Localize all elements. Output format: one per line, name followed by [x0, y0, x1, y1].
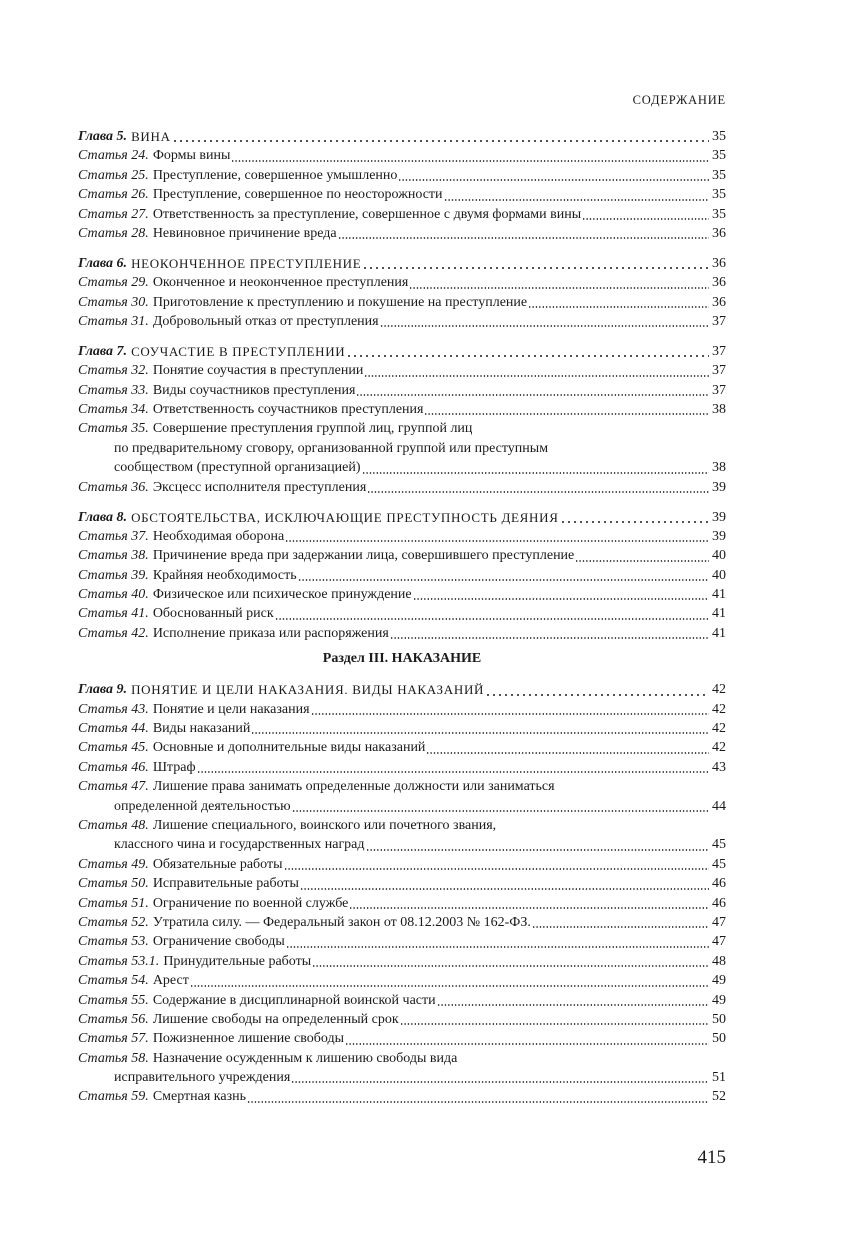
toc-chapter-7[interactable] — [78, 342, 726, 361]
toc-article-49[interactable] — [78, 855, 726, 874]
toc-article-55[interactable] — [78, 991, 726, 1010]
dot-leader — [298, 579, 709, 581]
toc-article-50[interactable] — [78, 874, 726, 893]
article-title: Оконченное и неоконченное преступления — [152, 275, 409, 291]
dot-leader — [485, 694, 709, 696]
article-label: Статья 45. — [78, 740, 149, 756]
chapter-title: ВИНА — [131, 128, 171, 144]
article-title: Добровольный отказ от преступления — [152, 314, 379, 329]
article-title-line-2: определенной деятельностью — [114, 798, 291, 814]
article-label: Статья 44. — [78, 721, 149, 737]
article-title: Ответственность за преступление, совершенное с двумя формами вины — [152, 206, 582, 222]
dot-leader — [345, 1043, 709, 1045]
article-label: Статья 55. — [78, 992, 149, 1008]
article-label: Статья 59. — [78, 1089, 149, 1105]
chapter-title: ПОНЯТИЕ И ЦЕЛИ НАКАЗАНИЯ. ВИДЫ НАКАЗАНИЙ — [131, 682, 485, 698]
dot-leader — [437, 1004, 709, 1006]
dot-leader — [444, 199, 709, 201]
page-ref: 46 — [712, 895, 726, 911]
article-label: Статья 29. — [78, 275, 149, 291]
dot-leader — [247, 1101, 709, 1103]
toc-article-45[interactable] — [78, 738, 726, 757]
article-label: Статья 54. — [78, 973, 149, 989]
article-title-line-2: классного чина и государственных наград — [114, 837, 365, 853]
article-title: Принудительные работы — [163, 953, 312, 969]
chapter-label: Глава 8. — [78, 509, 128, 525]
article-label: Статья 40. — [78, 587, 149, 603]
dot-leader — [172, 140, 709, 142]
page-ref: 46 — [712, 876, 726, 892]
article-title: Формы вины — [152, 148, 231, 164]
toc-article-35[interactable] — [78, 419, 726, 477]
article-title: Обязательные работы — [152, 856, 283, 872]
page-ref: 36 — [712, 225, 726, 241]
page-ref: 40 — [712, 548, 726, 564]
dot-leader — [398, 179, 709, 181]
article-title: Основные и дополнительные виды наказаний — [152, 740, 426, 756]
toc-article-38[interactable] — [78, 546, 726, 565]
dot-leader — [231, 160, 709, 162]
dot-leader — [560, 521, 709, 523]
toc-article-24[interactable] — [78, 146, 726, 165]
dot-leader — [380, 325, 709, 327]
toc-chapter-8[interactable] — [78, 508, 726, 527]
article-title-line-3: сообществом (преступной организацией) — [114, 460, 361, 476]
dot-leader — [346, 355, 709, 357]
toc-chapter-9[interactable] — [78, 680, 726, 699]
article-label: Статья 36. — [78, 479, 149, 495]
article-title: Причинение вреда при задержании лица, совершившего преступление — [152, 548, 575, 564]
toc-article-42[interactable] — [78, 624, 726, 643]
dot-leader — [424, 413, 709, 415]
page-ref: 39 — [712, 509, 726, 525]
table-of-contents — [78, 127, 726, 1107]
toc-chapter-6[interactable] — [78, 254, 726, 273]
dot-leader — [275, 618, 709, 620]
page-ref: 42 — [712, 721, 726, 737]
toc-article-36[interactable] — [78, 478, 726, 497]
article-title: Ограничение по военной службе — [152, 895, 349, 911]
page-ref: 37 — [712, 382, 726, 398]
dot-leader — [528, 306, 709, 308]
article-title: Утратила силу. — Федеральный закон от 08.12.2003 № 162-ФЗ. — [152, 914, 531, 930]
page-ref: 36 — [712, 275, 726, 291]
toc-article-51[interactable] — [78, 894, 726, 913]
page-ref: 47 — [712, 914, 726, 930]
article-title-line-1: Назначение осужденным к лишению свободы вида — [152, 1050, 458, 1066]
toc-article-53[interactable] — [78, 932, 726, 951]
article-label: Статья 57. — [78, 1031, 149, 1047]
dot-leader — [426, 752, 709, 754]
toc-article-27[interactable] — [78, 205, 726, 224]
article-title: Штраф — [152, 759, 196, 775]
dot-leader — [349, 907, 709, 909]
page-ref: 35 — [712, 187, 726, 203]
dot-leader — [390, 637, 709, 639]
article-label: Статья 39. — [78, 567, 149, 583]
article-title: Лишение свободы на определенный срок — [152, 1011, 399, 1027]
dot-leader — [338, 237, 709, 239]
article-title: Необходимая оборона — [152, 528, 285, 544]
dot-leader — [311, 713, 709, 715]
toc-article-46[interactable] — [78, 758, 726, 777]
article-title: Виды соучастников преступления — [152, 382, 356, 398]
chapter-label: Глава 7. — [78, 343, 128, 359]
article-label: Статья 53. — [78, 934, 149, 950]
article-label: Статья 48. — [78, 817, 149, 833]
article-title: Преступление, совершенное умышленно — [152, 167, 398, 183]
running-title: СОДЕРЖАНИЕ — [632, 93, 726, 107]
toc-article-52[interactable] — [78, 913, 726, 932]
chapter-title: НЕОКОНЧЕННОЕ ПРЕСТУПЛЕНИЕ — [131, 255, 362, 271]
article-title: Исполнение приказа или распоряжения — [152, 625, 389, 641]
page-ref: 52 — [712, 1089, 726, 1105]
chapter-title: ОБСТОЯТЕЛЬСТВА, ИСКЛЮЧАЮЩИЕ ПРЕСТУПНОСТЬ ДЕЯНИЯ — [131, 509, 559, 525]
dot-leader — [582, 218, 709, 220]
page-ref: 39 — [712, 479, 726, 495]
article-label: Статья 50. — [78, 876, 149, 892]
toc-article-53-1[interactable] — [78, 952, 726, 971]
page-ref: 44 — [712, 798, 726, 814]
article-label: Статья 46. — [78, 759, 149, 775]
chapter-label: Глава 6. — [78, 255, 128, 271]
article-label: Статья 41. — [78, 606, 149, 622]
dot-leader — [367, 491, 709, 493]
article-title: Арест — [152, 973, 189, 989]
toc-article-29[interactable] — [78, 273, 726, 292]
page-ref: 49 — [712, 973, 726, 989]
toc-article-47[interactable] — [78, 777, 726, 816]
page-ref: 37 — [712, 314, 726, 329]
page-ref: 35 — [712, 167, 726, 183]
page-ref: 51 — [712, 1070, 726, 1086]
dot-leader — [364, 375, 709, 377]
toc-article-32[interactable] — [78, 361, 726, 380]
article-title-line-1: Лишение специального, воинского или почетного звания, — [152, 817, 497, 833]
toc-article-57[interactable] — [78, 1029, 726, 1048]
page-ref: 43 — [712, 759, 726, 775]
article-label: Статья 34. — [78, 402, 149, 418]
dot-leader — [413, 598, 709, 600]
article-title: Эксцесс исполнителя преступления — [152, 479, 367, 495]
dot-leader — [286, 946, 709, 948]
toc-article-28[interactable] — [78, 224, 726, 243]
page-ref: 42 — [712, 682, 726, 698]
toc-article-56[interactable] — [78, 1010, 726, 1029]
dot-leader — [251, 732, 709, 734]
page-ref: 49 — [712, 992, 726, 1008]
article-label: Статья 33. — [78, 382, 149, 398]
article-label: Статья 30. — [78, 294, 149, 310]
toc-article-37[interactable] — [78, 527, 726, 546]
article-title: Приготовление к преступлению и покушение на преступление — [152, 294, 528, 310]
chapter-label: Глава 9. — [78, 682, 128, 698]
article-title: Ответственность соучастников преступления — [152, 402, 424, 418]
toc-article-44[interactable] — [78, 719, 726, 738]
page-ref: 37 — [712, 363, 726, 379]
page-ref: 41 — [712, 587, 726, 603]
article-title: Обоснованный риск — [152, 606, 274, 622]
toc-article-26[interactable] — [78, 185, 726, 204]
article-label: Статья 49. — [78, 856, 149, 872]
page-ref: 41 — [712, 625, 726, 641]
chapter-label: Глава 5. — [78, 128, 128, 144]
chapter-title: СОУЧАСТИЕ В ПРЕСТУПЛЕНИИ — [131, 343, 346, 359]
dot-leader — [400, 1023, 709, 1025]
article-title-line-2: по предварительному сговору, организованной группой или преступным — [114, 440, 549, 456]
article-label: Статья 24. — [78, 148, 149, 164]
article-title-line-1: Лишение права занимать определенные должности или заниматься — [152, 779, 555, 795]
dot-leader — [356, 394, 709, 396]
article-title-line-2: исправительного учреждения — [114, 1070, 291, 1086]
dot-leader — [575, 560, 709, 562]
page-ref: 48 — [712, 953, 726, 969]
article-label: Статья 53.1. — [78, 953, 160, 969]
article-label: Статья 27. — [78, 206, 149, 222]
page-ref: 50 — [712, 1031, 726, 1047]
article-title-line-1: Совершение преступления группой лиц, группой лиц — [152, 421, 473, 437]
article-label: Статья 26. — [78, 187, 149, 203]
page-ref: 42 — [712, 740, 726, 756]
article-label: Статья 51. — [78, 895, 149, 911]
toc-article-39[interactable] — [78, 566, 726, 585]
article-label: Статья 58. — [78, 1050, 149, 1066]
dot-leader — [409, 287, 709, 289]
article-title: Понятие соучастия в преступлении — [152, 363, 364, 379]
dot-leader — [284, 868, 709, 870]
article-label: Статья 47. — [78, 779, 149, 795]
page-ref: 37 — [712, 343, 726, 359]
article-title: Крайняя необходимость — [152, 567, 297, 583]
toc-article-40[interactable] — [78, 585, 726, 604]
toc-article-48[interactable] — [78, 816, 726, 855]
page-ref: 47 — [712, 934, 726, 950]
toc-article-30[interactable] — [78, 293, 726, 312]
dot-leader — [300, 888, 709, 890]
toc-article-58[interactable] — [78, 1049, 726, 1088]
page-ref: 42 — [712, 701, 726, 717]
dot-leader — [312, 965, 709, 967]
article-title: Исправительные работы — [152, 876, 299, 892]
toc-article-59[interactable] — [78, 1087, 726, 1106]
article-title: Невиновное причинение вреда — [152, 225, 337, 241]
article-title: Смертная казнь — [152, 1089, 247, 1105]
page-ref: 35 — [712, 206, 726, 222]
dot-leader — [362, 267, 709, 269]
page-ref: 45 — [712, 856, 726, 872]
article-label: Статья 37. — [78, 528, 149, 544]
dot-leader — [197, 771, 709, 773]
toc-article-25[interactable] — [78, 166, 726, 185]
article-label: Статья 28. — [78, 225, 149, 241]
article-label: Статья 56. — [78, 1011, 149, 1027]
page-ref: 35 — [712, 128, 726, 144]
dot-leader — [190, 985, 709, 987]
page-ref: 36 — [712, 294, 726, 310]
page-ref: 38 — [712, 460, 726, 476]
page-ref: 40 — [712, 567, 726, 583]
page-ref: 35 — [712, 148, 726, 164]
section-heading: Раздел III. НАКАЗАНИЕ — [322, 651, 482, 667]
toc-chapter-5[interactable] — [78, 127, 726, 146]
article-label: Статья 35. — [78, 421, 149, 437]
toc-article-41[interactable] — [78, 604, 726, 623]
toc-article-34[interactable] — [78, 400, 726, 419]
page-number: 415 — [697, 1147, 726, 1168]
article-title: Ограничение свободы — [152, 934, 285, 950]
article-title: Физическое или психическое принуждение — [152, 587, 412, 603]
article-label: Статья 25. — [78, 167, 149, 183]
article-title: Виды наказаний — [152, 721, 251, 737]
article-label: Статья 32. — [78, 363, 149, 379]
article-title: Пожизненное лишение свободы — [152, 1031, 344, 1047]
article-label: Статья 42. — [78, 625, 149, 641]
dot-leader — [366, 849, 709, 851]
page-ref: 45 — [712, 837, 726, 853]
article-title: Преступление, совершенное по неосторожности — [152, 187, 443, 203]
page-ref: 39 — [712, 528, 726, 544]
dot-leader — [285, 540, 709, 542]
page-ref: 36 — [712, 255, 726, 271]
toc-article-43[interactable] — [78, 700, 726, 719]
article-label: Статья 38. — [78, 548, 149, 564]
article-label: Статья 43. — [78, 701, 149, 717]
toc-article-31[interactable] — [78, 312, 726, 331]
article-title: Понятие и цели наказания — [152, 701, 310, 717]
page-ref: 50 — [712, 1011, 726, 1027]
dot-leader — [532, 926, 709, 928]
dot-leader — [292, 810, 709, 812]
article-label: Статья 31. — [78, 314, 149, 329]
page-ref: 41 — [712, 606, 726, 622]
dot-leader — [362, 472, 710, 474]
article-title: Содержание в дисциплинарной воинской части — [152, 992, 436, 1008]
toc-article-33[interactable] — [78, 381, 726, 400]
page-ref: 38 — [712, 402, 726, 418]
toc-article-54[interactable] — [78, 971, 726, 990]
article-label: Статья 52. — [78, 914, 149, 930]
dot-leader — [291, 1081, 709, 1083]
